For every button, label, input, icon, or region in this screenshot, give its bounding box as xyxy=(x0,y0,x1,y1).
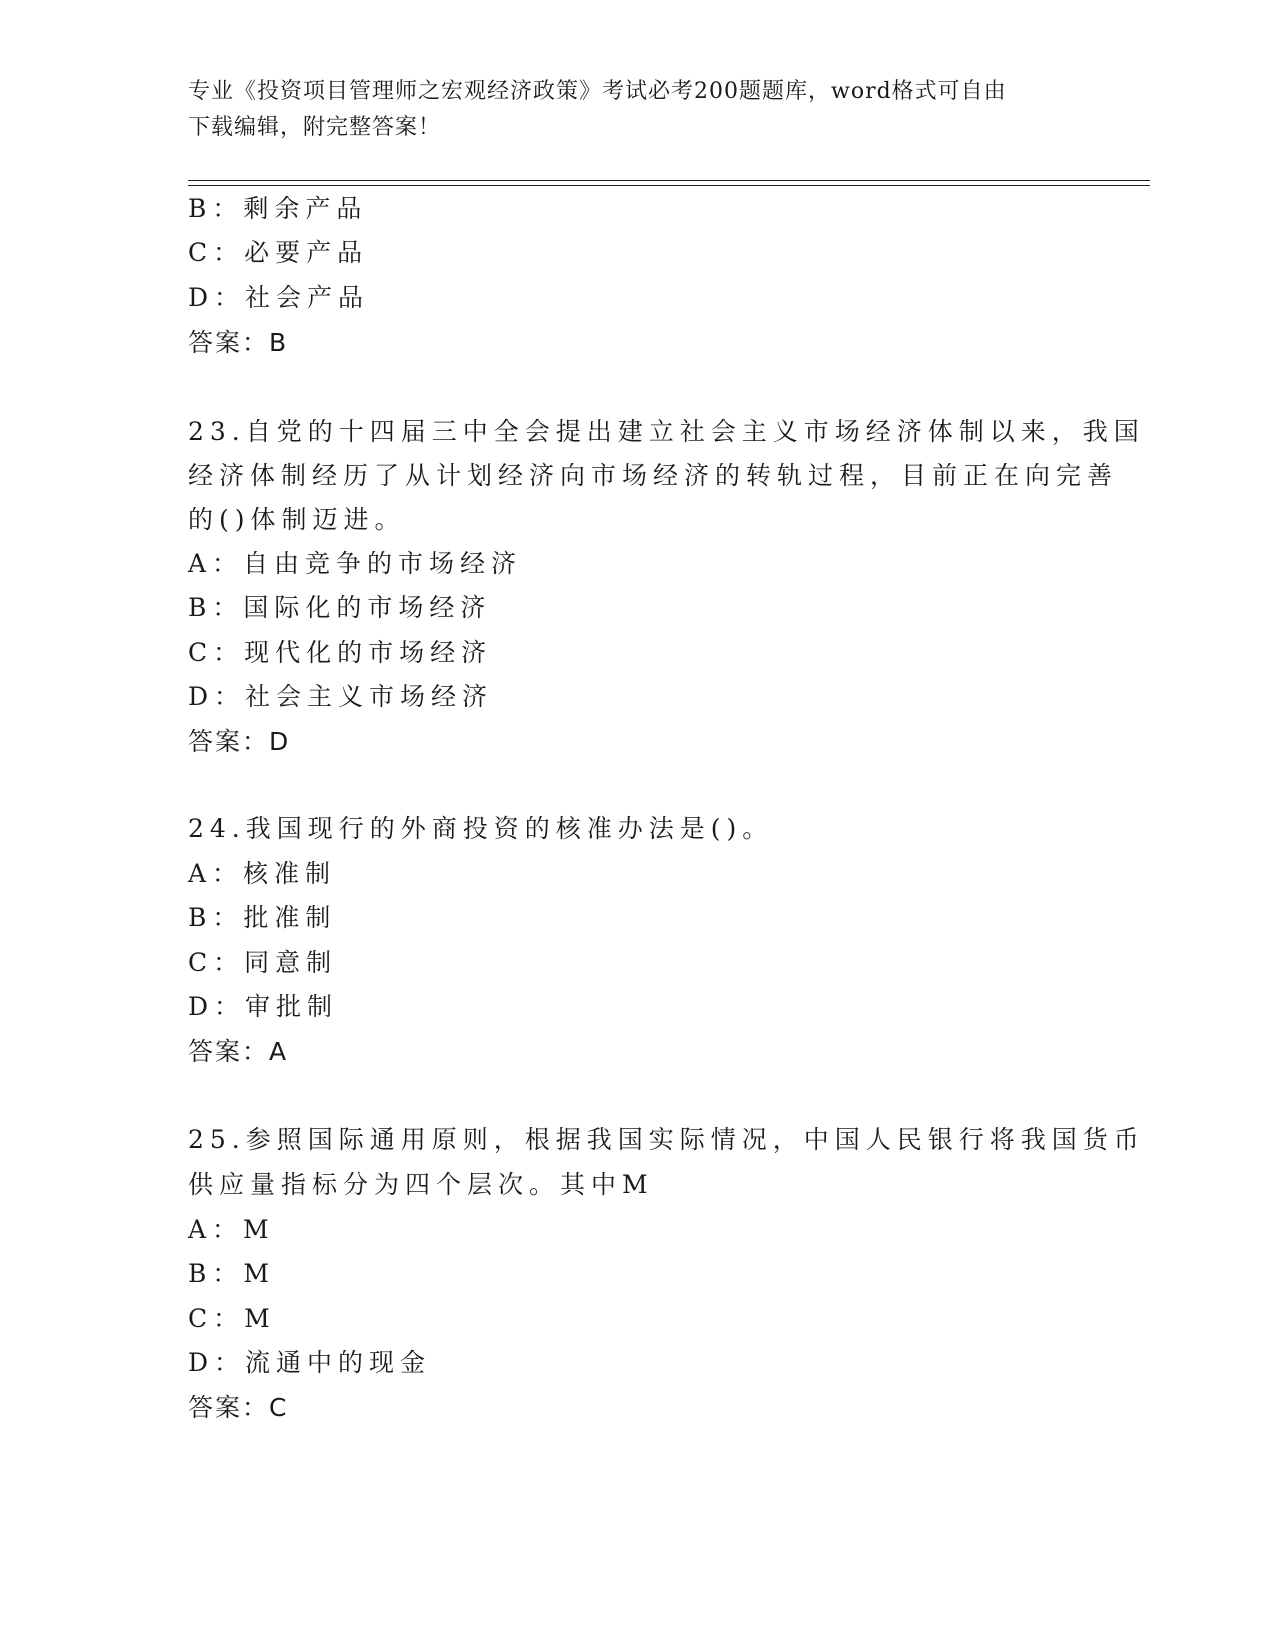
q23-stem-line-2: 经济体制经历了从计划经济向市场经济的转轨过程，目前正在向完善 xyxy=(188,461,1119,490)
q23-option-d: D：社会主义市场经济 xyxy=(188,682,494,711)
q25-stem-line-2: 供应量指标分为四个层次。其中M xyxy=(188,1170,654,1199)
q24-option-d: D：审批制 xyxy=(188,992,339,1021)
q25-option-d: D：流通中的现金 xyxy=(188,1348,432,1377)
q24-option-a: A：核准制 xyxy=(188,859,337,888)
q23-stem-line-1: 23.自党的十四届三中全会提出建立社会主义市场经济体制以来，我国 xyxy=(188,417,1145,446)
header-line-1: 专业《投资项目管理师之宏观经济政策》考试必考200题题库，word格式可自由 xyxy=(188,79,1007,104)
document-header xyxy=(188,74,1068,146)
q23-option-a: A：自由竞争的市场经济 xyxy=(188,549,523,578)
header-line-2: 下载编辑，附完整答案！ xyxy=(188,115,442,140)
q25-option-a: A：M xyxy=(188,1215,275,1244)
q23-option-b: B：国际化的市场经济 xyxy=(188,593,492,622)
q24-option-c: C：同意制 xyxy=(188,948,338,977)
q24-stem-line-1: 24.我国现行的外商投资的核准办法是()。 xyxy=(188,814,774,843)
prev-answer: 答案：B xyxy=(188,328,289,357)
q23-option-c: C：现代化的市场经济 xyxy=(188,638,493,667)
q23-answer: 答案：D xyxy=(188,727,291,756)
prev-option-d: D：社会产品 xyxy=(188,283,370,312)
q25-stem-line-1: 25.参照国际通用原则，根据我国实际情况，中国人民银行将我国货币 xyxy=(188,1125,1145,1154)
q25-option-c: C：M xyxy=(188,1304,276,1333)
q25-answer: 答案：C xyxy=(188,1393,289,1422)
prev-option-b: B：剩余产品 xyxy=(188,194,368,223)
header-divider-bottom xyxy=(188,185,1150,186)
q25-option-b: B：M xyxy=(188,1259,275,1288)
q24-option-b: B：批准制 xyxy=(188,903,337,932)
q23-stem-line-3: 的()体制迈进。 xyxy=(188,505,406,534)
prev-option-c: C：必要产品 xyxy=(188,238,369,267)
header-divider-top xyxy=(188,180,1150,181)
q24-answer: 答案：A xyxy=(188,1037,289,1066)
